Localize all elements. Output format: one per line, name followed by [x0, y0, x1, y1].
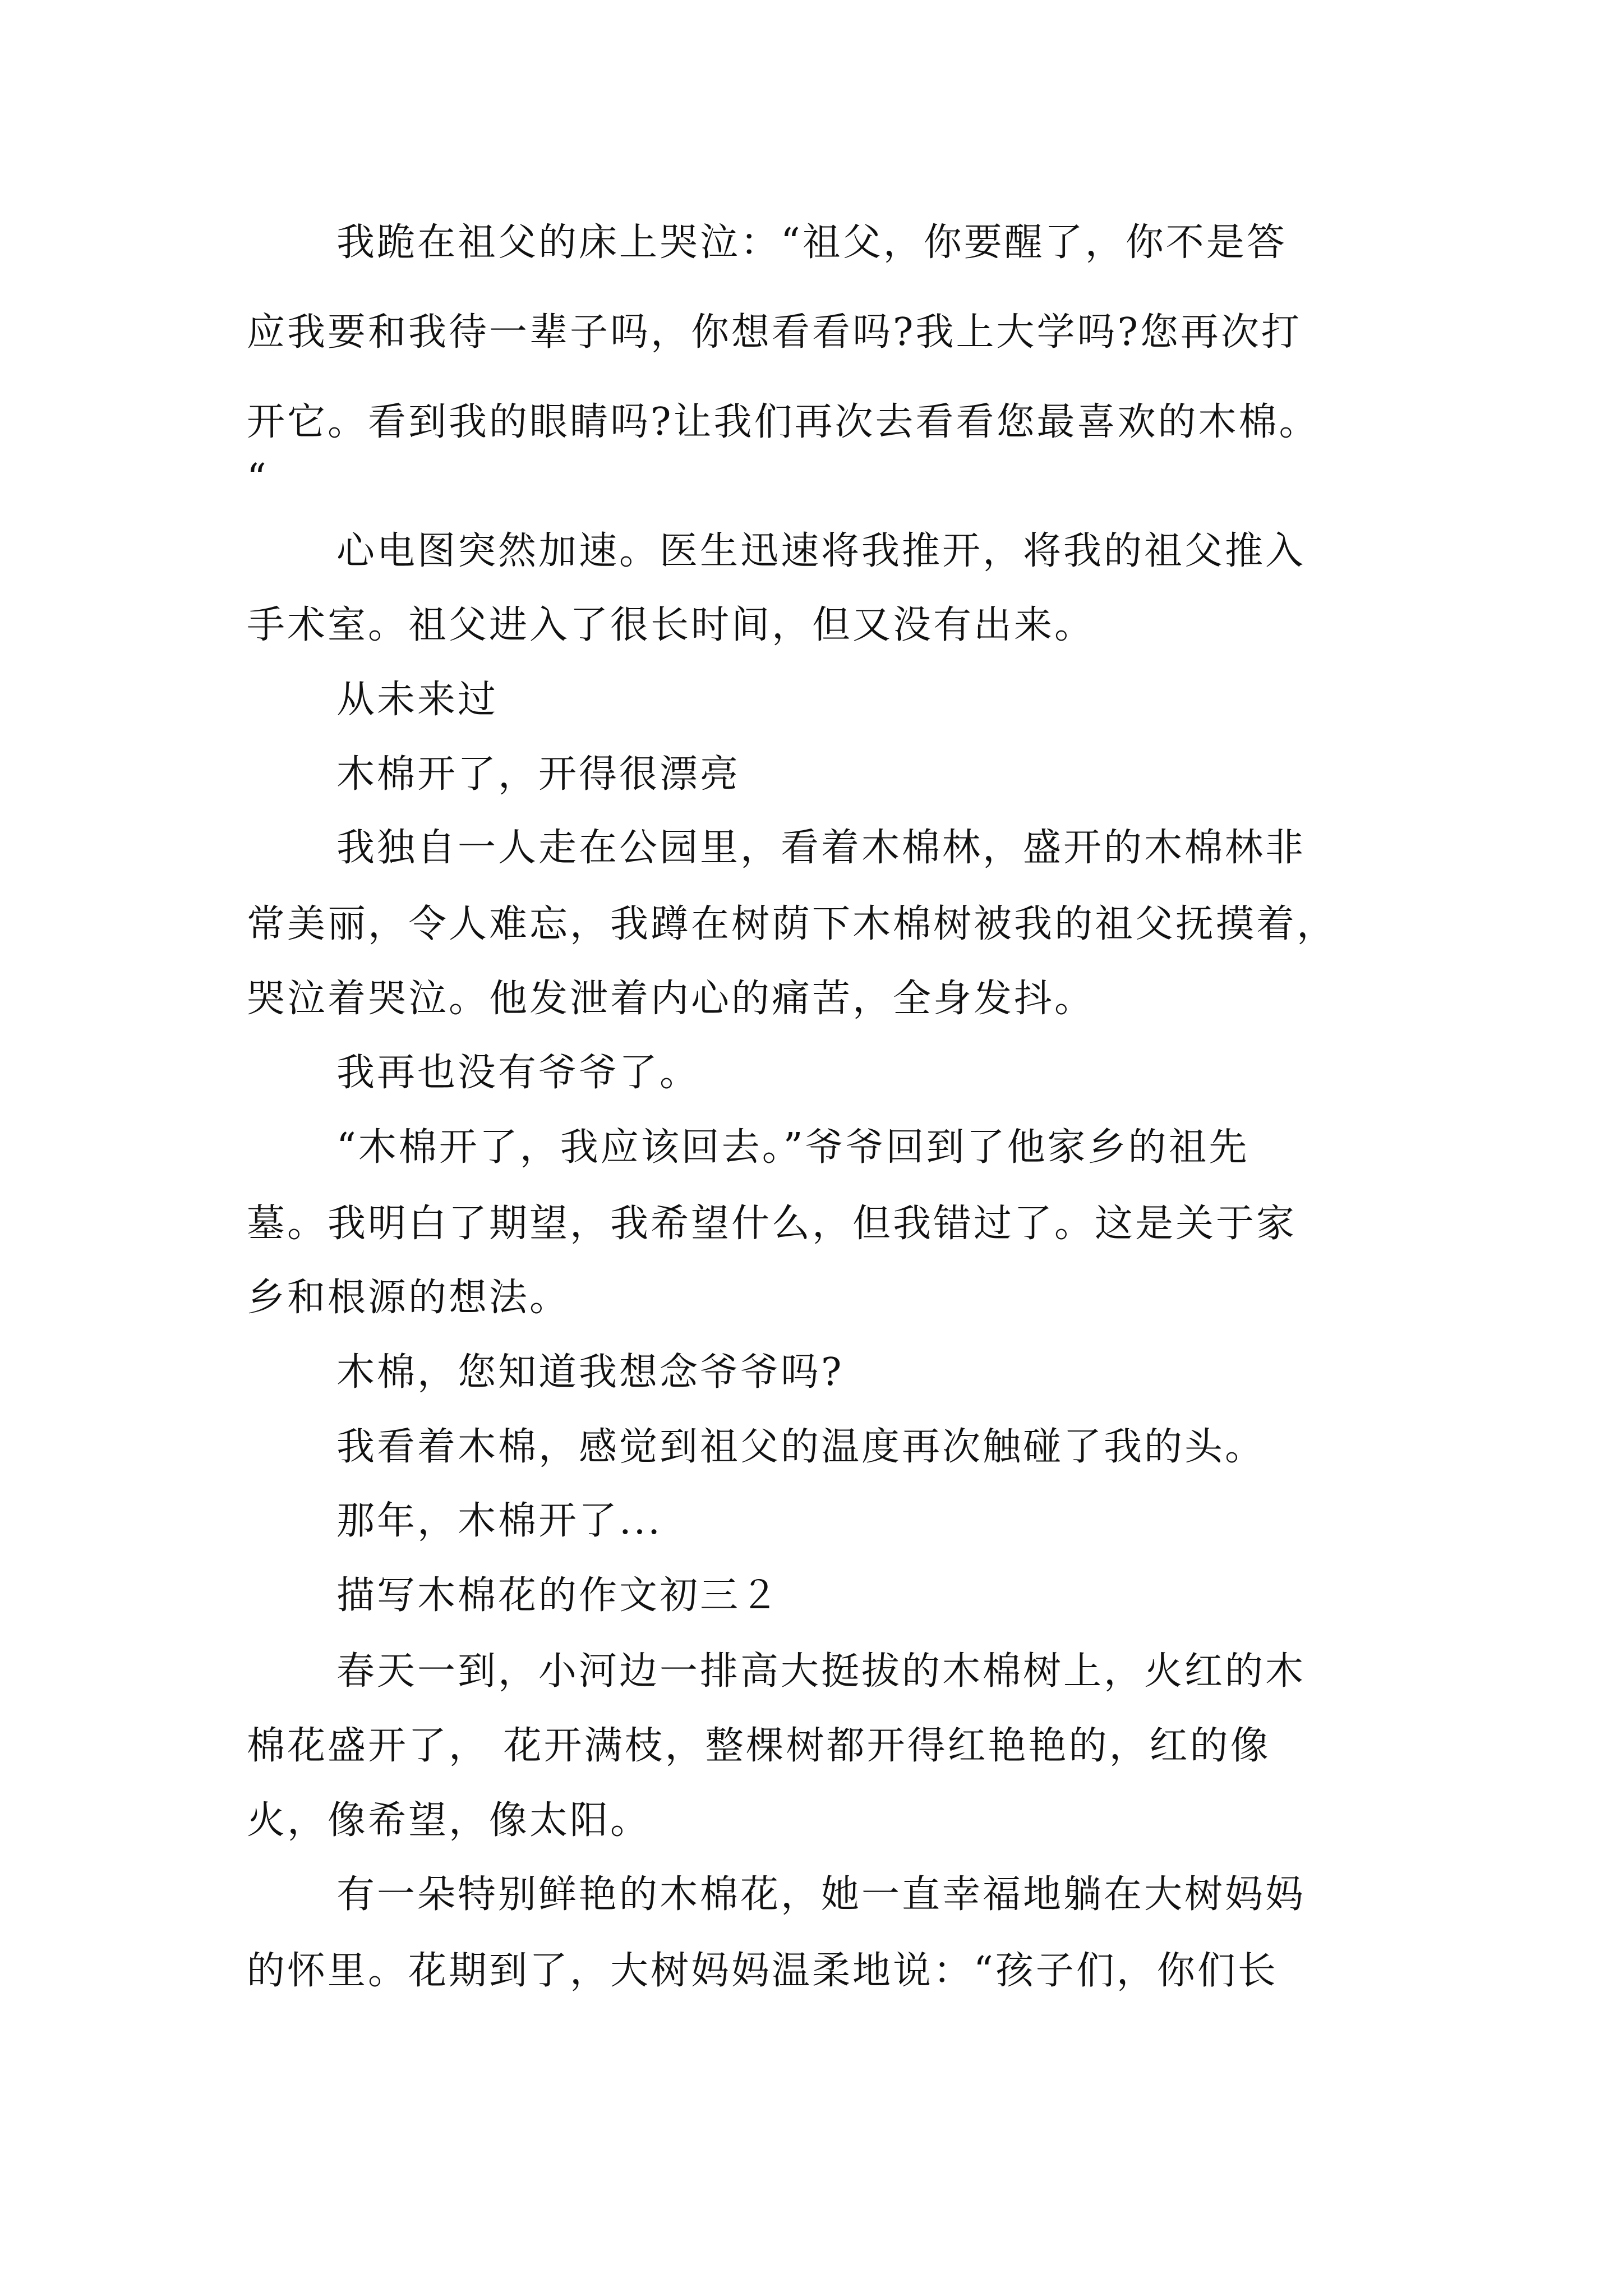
- text-line: 我再也没有爷爷了。: [336, 1051, 700, 1095]
- text-line: 心电图突然加速。医生迅速将我推开，将我的祖父推入: [336, 529, 1306, 573]
- text-line: 木棉开了，开得很漂亮: [336, 752, 741, 797]
- text-line: 哭泣着哭泣。他发泄着内心的痛苦，全身发抖。: [247, 977, 1095, 1021]
- text-line: 乡和根源的想法。: [247, 1276, 570, 1320]
- text-line: 我跪在祖父的床上哭泣：“祖父，你要醒了，你不是答: [336, 220, 1287, 265]
- text-line: 应我要和我待一辈子吗，你想看看吗?我上大学吗?您再次打: [247, 310, 1302, 355]
- text-line: 描写木棉花的作文初三２: [336, 1573, 781, 1618]
- text-line: 棉花盛开了， 花开满枝，整棵树都开得红艳艳的，红的像: [247, 1724, 1271, 1768]
- text-line: 开它。看到我的眼睛吗?让我们再次去看看您最喜欢的木棉。: [247, 400, 1320, 444]
- text-line: 我看着木棉，感觉到祖父的温度再次触碰了我的头。: [336, 1425, 1266, 1469]
- text-line: 有一朵特别鲜艳的木棉花，她一直幸福地躺在大树妈妈: [336, 1872, 1306, 1917]
- text-line: 的怀里。花期到了，大树妈妈温柔地说：“孩子们，你们长: [247, 1949, 1278, 1993]
- text-line: 墓。我明白了期望，我希望什么，但我错过了。这是关于家: [247, 1202, 1297, 1246]
- text-line: 木棉，您知道我想念爷爷吗?: [336, 1350, 844, 1395]
- text-line: 火，像希望，像太阳。: [247, 1798, 651, 1843]
- text-line: “: [247, 456, 269, 500]
- text-line: 春天一到，小河边一排高大挺拔的木棉树上，火红的木: [336, 1649, 1306, 1694]
- text-line: 那年，木棉开了...: [336, 1499, 662, 1543]
- text-line: 从未来过: [336, 678, 499, 722]
- text-line: “木棉开了，我应该回去。”爷爷回到了他家乡的祖先: [336, 1125, 1249, 1170]
- text-line: 常美丽，令人难忘，我蹲在树荫下木棉树被我的祖父抚摸着，: [247, 902, 1338, 946]
- text-line: 手术室。祖父进入了很长时间，但又没有出来。: [247, 603, 1095, 647]
- text-line: 我独自一人走在公园里，看着木棉林，盛开的木棉林非: [336, 826, 1306, 870]
